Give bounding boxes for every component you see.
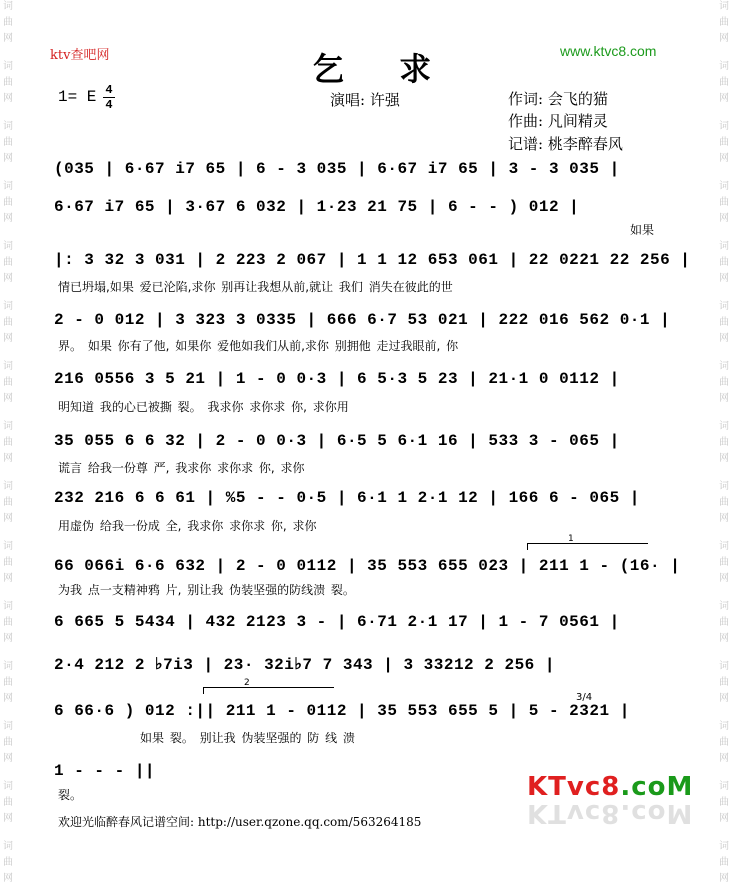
side-watermark-char: 曲 — [719, 737, 729, 748]
side-watermark-char: 曲 — [719, 437, 729, 448]
side-watermark-char: 网 — [3, 573, 13, 584]
side-watermark-char: 曲 — [719, 197, 729, 208]
side-watermark-char: 网 — [719, 633, 729, 644]
notation-line-8: 66 066i 6·6 632 | 2 - 0 0112 | 35 553 655 023 | 211 1 - (16· | — [54, 557, 681, 575]
side-watermark-char: 词 — [3, 361, 13, 372]
side-watermark-char: 词 — [3, 61, 13, 72]
side-watermark-left — [0, 0, 16, 884]
side-watermark-char: 网 — [719, 213, 729, 224]
side-watermark-char: 词 — [3, 241, 13, 252]
side-watermark-char: 网 — [3, 33, 13, 44]
side-watermark-char: 曲 — [3, 197, 13, 208]
notation-line-10: 2·4 212 2 ♭7i3 | 23· 32i♭7 7 343 | 3 33212 2 256 | — [54, 656, 555, 674]
side-watermark-char: 网 — [719, 33, 729, 44]
side-watermark-char: 网 — [3, 453, 13, 464]
side-watermark-char: 词 — [719, 241, 729, 252]
side-watermark-char: 网 — [719, 153, 729, 164]
logo-text-main: KTvc8 — [527, 772, 621, 802]
volta-bracket-1 — [527, 534, 648, 550]
side-watermark-char: 曲 — [3, 77, 13, 88]
side-watermark-char: 曲 — [3, 737, 13, 748]
side-watermark-char: 词 — [3, 781, 13, 792]
lyric-line-11: 如果 裂。 别让我 伪装坚强的 防 线 溃 — [140, 731, 355, 745]
side-watermark-char: 网 — [3, 393, 13, 404]
side-watermark-char: 曲 — [3, 857, 13, 868]
notation-line-1: (035 | 6·67 i7 65 | 6 - 3 035 | 6·67 i7 65 | 3 - 3 035 | — [54, 160, 620, 178]
side-watermark-char: 网 — [3, 753, 13, 764]
side-watermark-char: 网 — [719, 93, 729, 104]
side-watermark-char: 曲 — [3, 437, 13, 448]
logo-text-domain: .coM — [620, 772, 694, 802]
site-url[interactable]: www.ktvc8.com — [560, 43, 657, 59]
side-watermark-char: 网 — [719, 573, 729, 584]
side-watermark-char: 曲 — [719, 17, 729, 28]
notation-line-9: 6 665 5 5434 | 432 2123 3 - | 6·71 2·1 17 | 1 - 7 0561 | — [54, 613, 620, 631]
side-watermark-char: 词 — [3, 841, 13, 852]
side-watermark-char: 曲 — [719, 137, 729, 148]
notation-line-5: 216 0556 3 5 21 | 1 - 0 0·3 | 6 5·3 5 23 | 21·1 0 0112 | — [54, 370, 620, 388]
notation-line-6: 35 055 6 6 32 | 2 - 0 0·3 | 6·5 5 6·1 16 | 533 3 - 065 | — [54, 432, 620, 450]
site-logo-reflection — [527, 798, 693, 828]
side-watermark-char: 词 — [719, 721, 729, 732]
side-watermark-char: 网 — [719, 513, 729, 524]
notation-line-7: 232 216 6 6 61 | %5 - - 0·5 | 6·1 1 2·1 12 | 166 6 - 065 | — [54, 489, 640, 507]
volta-bracket-2 — [203, 678, 334, 694]
side-watermark-char: 网 — [3, 633, 13, 644]
lyricist-credit: 作词: 会飞的猫 — [508, 90, 608, 108]
side-watermark-char: 曲 — [719, 497, 729, 508]
side-watermark-char: 曲 — [3, 137, 13, 148]
side-watermark-char: 词 — [719, 841, 729, 852]
tempo-change-mark: 3/4 — [576, 692, 593, 703]
side-watermark-char: 网 — [3, 693, 13, 704]
lyric-line-6: 谎言 给我一份尊 严, 我求你 求你求 你, 求你 — [58, 461, 305, 475]
side-watermark-char: 词 — [719, 661, 729, 672]
side-watermark-char: 词 — [3, 121, 13, 132]
side-watermark-char: 词 — [719, 541, 729, 552]
composer-credit: 作曲: 凡间精灵 — [508, 112, 608, 130]
side-watermark-char: 曲 — [719, 797, 729, 808]
side-watermark-char: 词 — [719, 421, 729, 432]
volta-1-label: 1 — [568, 534, 574, 544]
side-watermark-char: 词 — [3, 541, 13, 552]
side-watermark-char: 曲 — [719, 377, 729, 388]
transcriber-credit: 记谱: 桃李醉春风 — [508, 135, 623, 153]
side-watermark-char: 网 — [719, 813, 729, 824]
side-watermark-char: 网 — [3, 333, 13, 344]
side-watermark-char: 曲 — [3, 557, 13, 568]
side-watermark-char: 网 — [3, 273, 13, 284]
notation-line-2: 6·67 i7 65 | 3·67 6 032 | 1·23 21 75 | 6 - - ) 012 | — [54, 198, 580, 216]
side-watermark-char: 词 — [719, 121, 729, 132]
side-watermark-char: 曲 — [3, 617, 13, 628]
notation-line-3: |: 3 32 3 031 | 2 223 2 067 | 1 1 12 653 061 | 22 0221 22 256 | — [54, 251, 691, 269]
footer-credit: 欢迎光临醉春风记谱空间: http://user.qzone.qq.com/563264185 — [58, 815, 422, 829]
side-watermark-char: 曲 — [3, 677, 13, 688]
side-watermark-char: 曲 — [719, 257, 729, 268]
side-watermark-char: 网 — [719, 873, 729, 884]
side-watermark-char: 曲 — [719, 317, 729, 328]
brand-watermark: ktv查吧网 — [50, 48, 110, 63]
side-watermark-char: 词 — [3, 601, 13, 612]
side-watermark-char: 词 — [3, 301, 13, 312]
lyric-line-8: 为我 点一支精神鸦 片, 别让我 伪装坚强的防线溃 裂。 — [58, 583, 355, 597]
side-watermark-char: 词 — [719, 601, 729, 612]
side-watermark-char: 网 — [3, 813, 13, 824]
side-watermark-char: 曲 — [3, 317, 13, 328]
side-watermark-char: 网 — [3, 513, 13, 524]
side-watermark-char: 曲 — [3, 797, 13, 808]
notation-line-11: 6 66·6 ) 012 :|| 211 1 - 0112 | 35 553 655 5 | 5 - 2321 | — [54, 702, 630, 720]
side-watermark-char: 曲 — [719, 557, 729, 568]
side-watermark-char: 词 — [719, 781, 729, 792]
side-watermark-char: 网 — [719, 693, 729, 704]
time-signature-top: 4 — [105, 83, 113, 97]
lyric-line-12: 裂。 — [58, 788, 83, 802]
singer-credit: 演唱: 许强 — [330, 91, 400, 109]
lyric-line-2: 如果 — [630, 223, 655, 237]
side-watermark-char: 词 — [719, 301, 729, 312]
side-watermark-char: 曲 — [719, 677, 729, 688]
side-watermark-char: 网 — [719, 453, 729, 464]
lyric-line-7: 用虚伪 给我一份成 全, 我求你 求你求 你, 求你 — [58, 519, 317, 533]
side-watermark-char: 词 — [3, 1, 13, 12]
side-watermark-char: 网 — [719, 393, 729, 404]
lyric-line-5: 明知道 我的心已被撕 裂。 我求你 求你求 你, 求你用 — [58, 400, 349, 414]
side-watermark-char: 词 — [3, 481, 13, 492]
side-watermark-char: 词 — [3, 421, 13, 432]
lyric-line-3: 情已坍塌,如果 爱已沦陷,求你 别再让我想从前,就让 我们 消失在彼此的世 — [58, 280, 453, 294]
side-watermark-char: 词 — [719, 361, 729, 372]
side-watermark-char: 词 — [719, 1, 729, 12]
song-title: 乞 求 — [312, 50, 454, 88]
side-watermark-char: 网 — [3, 93, 13, 104]
side-watermark-char: 曲 — [3, 17, 13, 28]
side-watermark-char: 词 — [719, 61, 729, 72]
key-signature: 1= E — [58, 88, 97, 106]
side-watermark-char: 词 — [719, 181, 729, 192]
side-watermark-char: 曲 — [719, 857, 729, 868]
logo-reflection-domain: .coM — [620, 798, 694, 828]
side-watermark-char: 网 — [3, 873, 13, 884]
notation-line-12: 1 - - - || — [54, 762, 156, 780]
notation-line-4: 2 - 0 012 | 3 323 3 0335 | 666 6·7 53 021 | 222 016 562 0·1 | — [54, 311, 671, 329]
side-watermark-char: 词 — [3, 181, 13, 192]
side-watermark-char: 词 — [719, 481, 729, 492]
lyric-line-4: 界。 如果 你有了他, 如果你 爱他如我们从前,求你 别拥他 走过我眼前, 你 — [58, 339, 459, 353]
side-watermark-right — [716, 0, 732, 884]
side-watermark-char: 网 — [719, 753, 729, 764]
side-watermark-char: 曲 — [3, 257, 13, 268]
side-watermark-char: 曲 — [719, 77, 729, 88]
logo-reflection-main: KTvc8 — [527, 798, 621, 828]
side-watermark-char: 网 — [719, 273, 729, 284]
side-watermark-char: 词 — [3, 721, 13, 732]
side-watermark-char: 网 — [3, 153, 13, 164]
side-watermark-char: 曲 — [3, 377, 13, 388]
side-watermark-char: 网 — [3, 213, 13, 224]
volta-2-label: 2 — [244, 678, 250, 688]
side-watermark-char: 曲 — [719, 617, 729, 628]
side-watermark-char: 词 — [3, 661, 13, 672]
side-watermark-char: 曲 — [3, 497, 13, 508]
side-watermark-char: 网 — [719, 333, 729, 344]
time-signature-bottom: 4 — [105, 98, 113, 112]
time-signature — [103, 84, 115, 111]
